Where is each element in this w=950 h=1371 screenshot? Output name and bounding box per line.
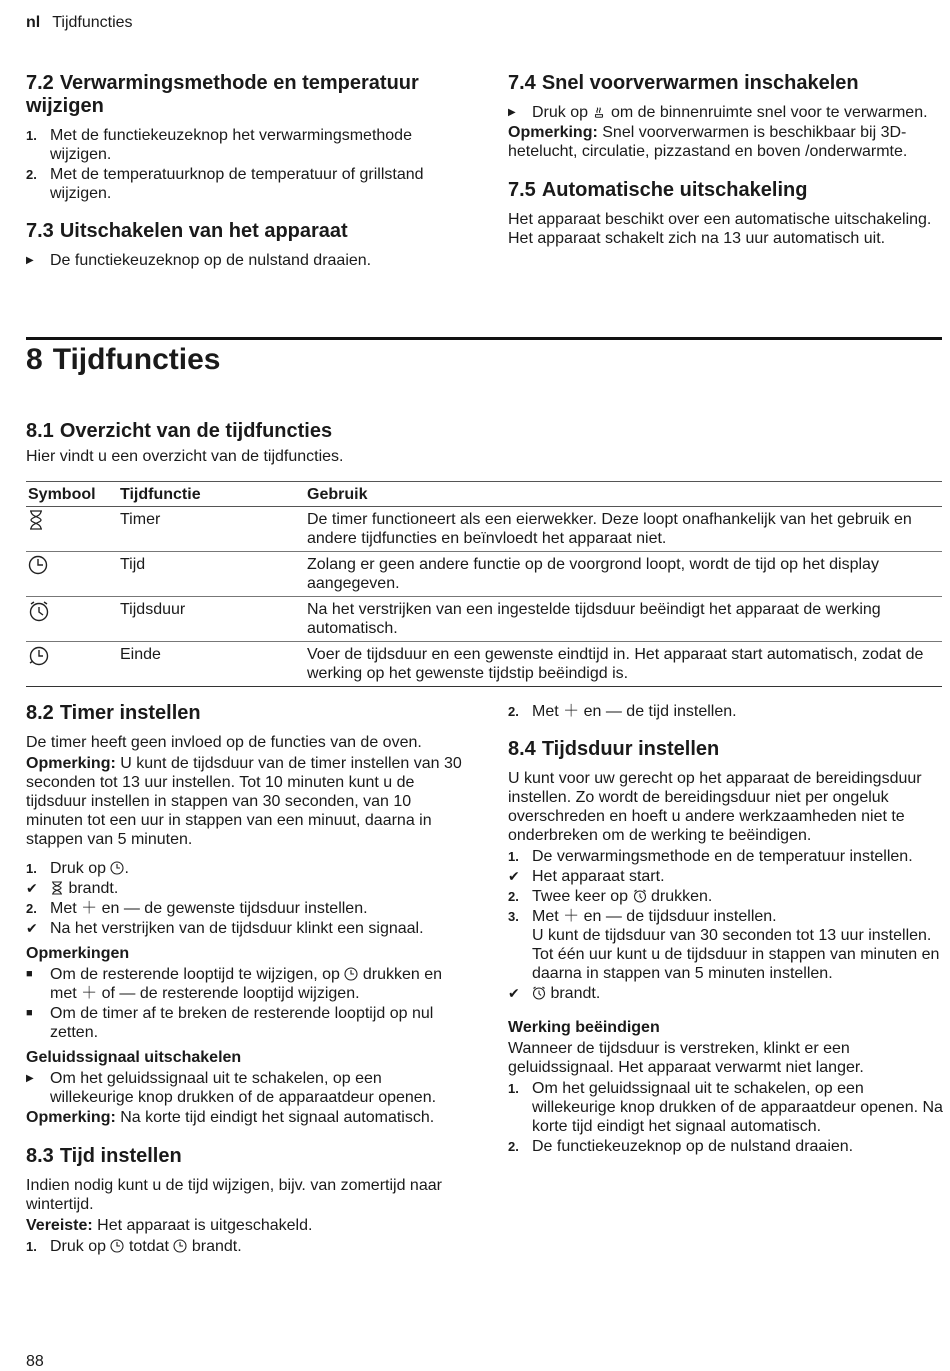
page-number: 88 [26, 1353, 44, 1370]
header-title: Tijdfuncties [52, 14, 133, 31]
clock-icon [344, 967, 358, 981]
duration-icon [633, 889, 647, 903]
result-item: ✔ brandt. [508, 985, 601, 1002]
section-7-2 [26, 72, 456, 271]
table-cell: Zolang er geen andere functie op de voorgrond loopt, wordt de tijd op het display aangegeven. [305, 552, 942, 597]
hourglass-icon [50, 881, 64, 895]
paragraph: Het apparaat beschikt over een automatische uitschakeling. Het apparaat schakelt zich na 13 uur automatisch uit. [508, 211, 932, 247]
result-item: ✔ Het apparaat start. [508, 868, 665, 885]
subheading: Geluidssignaal uitschakelen [26, 1049, 242, 1066]
step-item: 1. Druk op . [26, 860, 129, 877]
result-item: ✔ Na het verstrijken van de tijdsduur klinkt een signaal. [26, 920, 424, 937]
plus-icon: ＋ [81, 900, 98, 917]
step-item: 1. Met de functiekeuzeknop het verwarmingsmethode wijzigen. [26, 127, 412, 163]
section-heading: 7.5 Automatische uitschakeling [508, 179, 808, 201]
section-heading: 7.2 Verwarmingsmethode en temperatuur wijzigen [26, 72, 419, 117]
column-header: Tijdfunctie [118, 482, 305, 507]
clock-icon [110, 1239, 124, 1253]
minus-icon: — [605, 908, 622, 925]
section-8-3-continued [508, 702, 943, 1157]
step-item: 2. Met ＋ en — de tijd instellen. [508, 703, 737, 720]
end-time-icon [28, 645, 50, 667]
table-row [26, 642, 942, 687]
table-cell: De timer functioneert als een eierwekker. Deze loopt onafhankelijk van het gebruik en andere tijdfuncties en beïnvloedt het apparaat niet. [305, 507, 942, 552]
step-item: 3. Met ＋ en — de tijdsduur instellen. U kunt de tijdsduur van 30 seconden tot 13 uur instellen. Tot één uur kunt u de tijdsduur in stappen van minuten en daarna in stappen van 5 minuten instellen. [508, 907, 943, 983]
rapid-heat-icon [592, 105, 606, 119]
step-item: 2. De functiekeuzeknop op de nulstand draaien. [508, 1138, 854, 1155]
minus-icon: — [605, 703, 622, 720]
step-item: 2. Twee keer op drukken. [508, 888, 713, 905]
action-item: ▶ De functiekeuzeknop op de nulstand draaien. [26, 252, 372, 269]
section-7-4 [508, 72, 938, 250]
section-heading: 8.2 Timer instellen [26, 702, 201, 724]
plus-icon: ＋ [563, 908, 580, 925]
clock-icon [173, 1239, 187, 1253]
subheading: Werking beëindigen [508, 1019, 660, 1036]
paragraph: De timer heeft geen invloed op de functies van de oven. [26, 734, 422, 751]
paragraph: Hier vindt u een overzicht van de tijdfuncties. [26, 448, 344, 465]
paragraph: U kunt voor uw gerecht op het apparaat de bereidingsduur instellen. Zo wordt de bereidingsduur niet per ongeluk overschreden en hoeft u andere werkzaamheden niet te onderbreken om de werking te beëindigen. [508, 770, 922, 844]
table-cell: Voer de tijdsduur en een gewenste eindtijd in. Het apparaat start automatisch, zodat de werking op het gewenste tijdstip beëindigd is. [305, 642, 942, 687]
subheading: Opmerkingen [26, 945, 130, 962]
language-code: nl [26, 14, 41, 31]
bullet-item: ■ Om de resterende looptijd te wijzigen, op drukken en met ＋ of — de resterende looptijd wijzigen. [26, 966, 443, 1002]
table-row [26, 552, 942, 597]
section-heading: 8.3 Tijd instellen [26, 1145, 182, 1167]
note: Opmerking: Snel voorverwarmen is beschikbaar bij 3D-hetelucht, circulatie, pizzastand en boven /onderwarmte. [508, 124, 908, 160]
step-item: 2. Met de temperatuurknop de temperatuur of grillstand wijzigen. [26, 166, 424, 202]
step-item: 1. Druk op totdat brandt. [26, 1238, 242, 1255]
step-item: 1. Om het geluidssignaal uit te schakelen, op een willekeurige knop drukken of de apparaatdeur openen. Na korte tijd eindigt het signaal automatisch. [508, 1080, 943, 1135]
clock-icon [110, 861, 124, 875]
note: Vereiste: Het apparaat is uitgeschakeld. [26, 1217, 313, 1234]
table-cell: Tijdsduur [118, 597, 305, 642]
hourglass-icon [28, 510, 44, 530]
duration-icon [532, 986, 546, 1000]
section-heading: 8.1 Overzicht van de tijdfuncties [26, 420, 333, 442]
column-header: Symbool [26, 482, 118, 507]
duration-icon [28, 600, 50, 622]
action-item: ▶ Om het geluidssignaal uit te schakelen, op een willekeurige knop drukken of de apparaatdeur openen. [26, 1070, 437, 1106]
note: Opmerking: Na korte tijd eindigt het signaal automatisch. [26, 1109, 435, 1126]
step-item: 1. De verwarmingsmethode en de temperatuur instellen. [508, 848, 913, 865]
paragraph: Wanneer de tijdsduur is verstreken, klinkt er een geluidssignaal. Het apparaat verwarmt niet langer. [508, 1040, 864, 1076]
table-cell: Na het verstrijken van een ingestelde tijdsduur beëindigt het apparaat de werking automatisch. [305, 597, 942, 642]
section-8-1 [26, 420, 926, 468]
column-header: Gebruik [305, 482, 942, 507]
minus-icon: — [123, 900, 140, 917]
table-cell: Timer [118, 507, 305, 552]
time-functions-table [26, 481, 942, 687]
step-item: 2. Met ＋ en — de gewenste tijdsduur instellen. [26, 900, 368, 917]
step-detail: U kunt de tijdsduur van 30 seconden tot 13 uur instellen. Tot één uur kunt u de tijdsduur in stappen van minuten en daarna in stappen van 5 minuten instellen. [532, 927, 940, 982]
chapter-title: 8 Tijdfuncties [26, 343, 221, 376]
plus-icon: ＋ [563, 703, 580, 720]
action-item: ▶ Druk op om de binnenruimte snel voor te verwarmen. [508, 104, 928, 121]
paragraph: Indien nodig kunt u de tijd wijzigen, bijv. van zomertijd naar wintertijd. [26, 1177, 442, 1213]
plus-icon: ＋ [81, 985, 98, 1002]
page-header [26, 13, 133, 32]
table-header-row [26, 482, 942, 507]
section-heading: 8.4 Tijdsduur instellen [508, 738, 720, 760]
table-row [26, 597, 942, 642]
bullet-item: ■ Om de timer af te breken de resterende looptijd op nul zetten. [26, 1005, 434, 1041]
table-cell: Einde [118, 642, 305, 687]
clock-icon [28, 555, 48, 575]
section-heading: 7.3 Uitschakelen van het apparaat [26, 220, 348, 242]
table-row [26, 507, 942, 552]
note: Opmerking: U kunt de tijdsduur van de timer instellen van 30 seconden tot 13 uur instellen. Tot 10 minuten kunt u de tijdsduur instellen in stappen van 30 seconden, van 10 minuten tot een uur in stappen van een minuut, daarna in stappen van 5 minuten. [26, 755, 462, 848]
section-8-2 [26, 702, 466, 1257]
section-heading: 7.4 Snel voorverwarmen inschakelen [508, 72, 859, 94]
table-cell: Tijd [118, 552, 305, 597]
result-item: ✔ brandt. [26, 880, 119, 897]
minus-icon: — [119, 985, 136, 1002]
